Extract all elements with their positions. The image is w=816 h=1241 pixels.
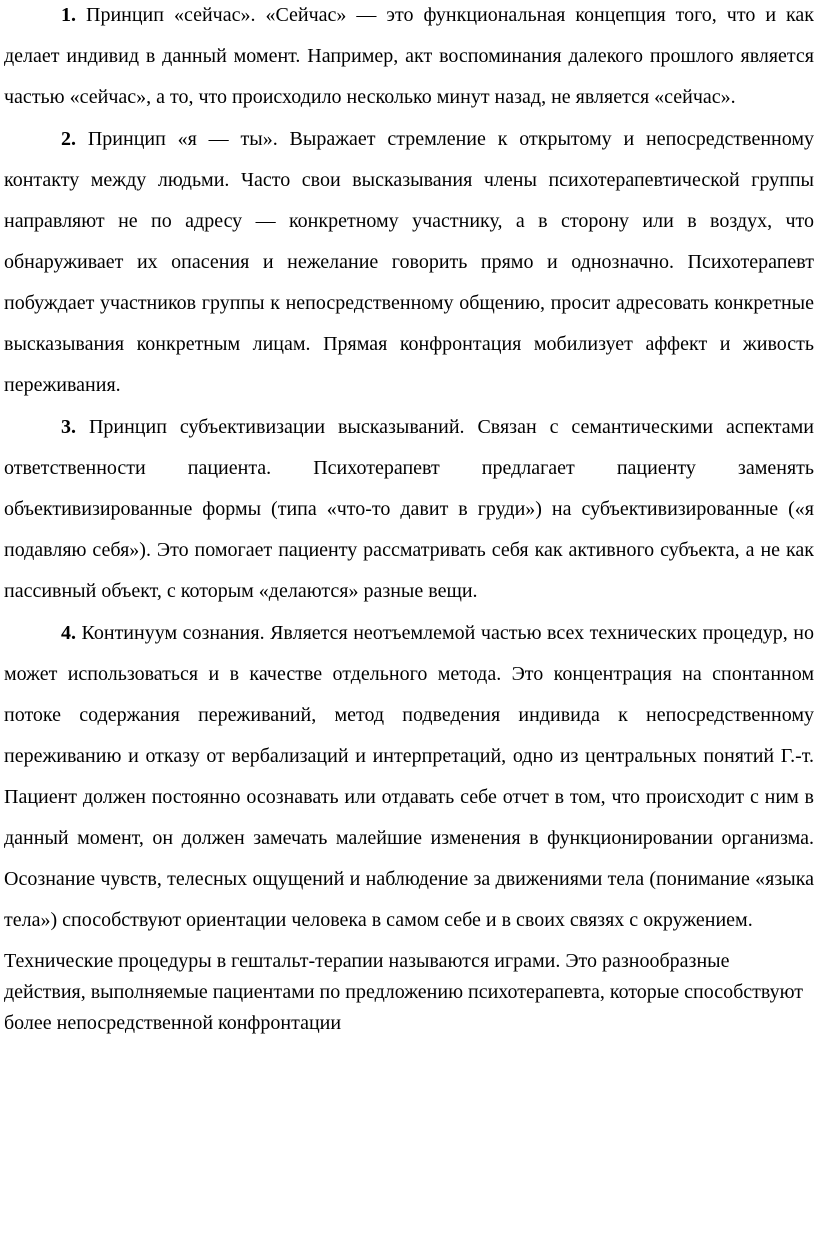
paragraph-text: Принцип «я — ты». Выражает стремление к открытому и непосредственному контакту между людьми. Часто свои высказывания члены психотерапевтической группы направляют не по адресу — конкретному участнику, а в сторону или в воздух, что обнаруживает их опасения и нежелание говорить прямо и однозначно. Психотерапевт побуждает участников группы к непосредственному общению, просит адресовать конкретные высказывания конкретным лицам. Прямая конфронтация мобилизует аффект и живость переживания. — [4, 128, 814, 396]
paragraph-3 — [4, 407, 814, 612]
paragraph-number: 2. — [61, 128, 76, 150]
paragraph-2 — [4, 119, 814, 406]
paragraph-number: 4. — [61, 622, 76, 644]
paragraph-text: Принцип «сейчас». «Сейчас» — это функциональная концепция того, что и как делает индивид в данный момент. Например, акт воспоминания далекого прошлого является частью «сейчас», а то, что происходило несколько минут назад, не является «сейчас». — [4, 4, 815, 108]
closing-paragraph: Технические процедуры в гештальт-терапии называются играми. Это разнообразные действия, выполняемые пациентами по предложению психотерапевта, которые способствуют более непосредственной конфронтации — [4, 950, 804, 1034]
paragraph-text: Принцип субъективизации высказываний. Связан с семантическими аспектами ответственности пациента. Психотерапевт предлагает пациенту заменять объективизированные формы (типа «что-то давит в груди») на субъективизированные («я подавляю себя»). Это помогает пациенту рассматривать себя как активного субъекта, а не как пассивный объект, с которым «делаются» разные вещи. — [4, 416, 815, 602]
paragraph-number: 1. — [61, 4, 76, 26]
paragraph-text: Континуум сознания. Является неотъемлемой частью всех технических процедур, но может использоваться и в качестве отдельного метода. Это концентрация на спонтанном потоке содержания переживаний, метод подведения индивида к непосредственному переживанию и отказу от вербализаций и интерпретаций, одно из центральных понятий Г.-т. Пациент должен постоянно осознавать или отдавать себе отчет в том, что происходит с ним в данный момент, он должен замечать малейшие изменения в функционировании организма. Осознание чувств, телесных ощущений и наблюдение за движениями тела (понимание «языка тела») способствуют ориентации человека в самом себе и в своих связях с окружением. — [4, 622, 814, 931]
paragraph-4 — [4, 613, 814, 941]
paragraph-number: 3. — [61, 416, 76, 438]
paragraph-1 — [4, 0, 814, 118]
